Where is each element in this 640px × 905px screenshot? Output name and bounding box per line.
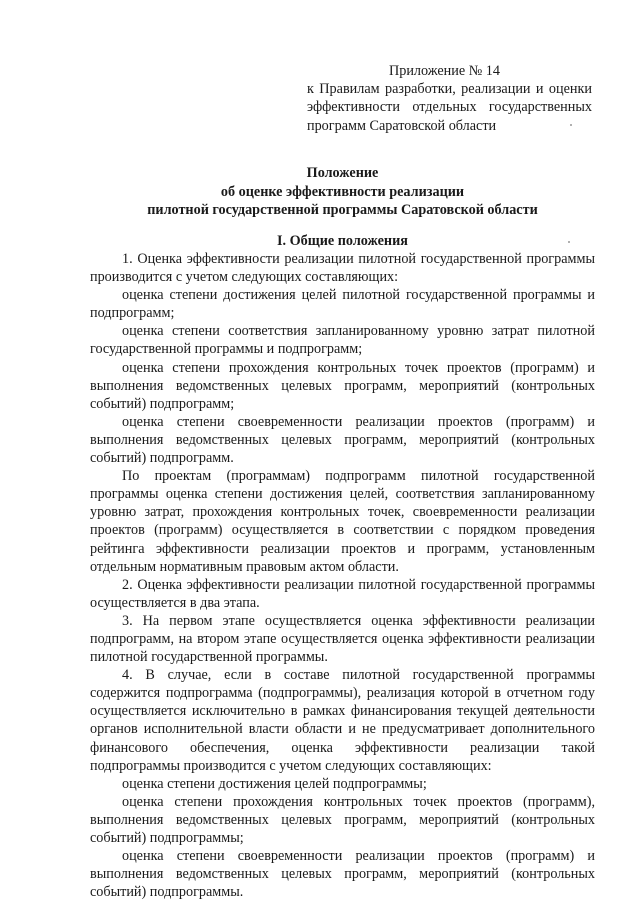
heading-line: пилотной государственной программы Саратовской области [147, 202, 538, 219]
paragraph: 4. В случае, если в составе пилотной государственной программы содержится подпрограмма (подпрограммы), реализация которой в отчетном году осуществляется исключительно в рамках финансирования текущей деятельности органов исполнительной власти области и не предусматривает дополнительного финансового обеспечения, оценка эффективности реализации такой подпрограммы производится с учетом следующих составляющих: [90, 667, 595, 774]
scan-speck [570, 124, 572, 126]
paragraph: оценка степени прохождения контрольных точек проектов (программ) и выполнения ведомственных целевых программ, мероприятий (контрольных событий) подпрограмм; [90, 359, 595, 412]
document-body [90, 250, 595, 901]
appendix-block [307, 62, 592, 135]
paragraph: По проектам (программам) подпрограмм пилотной государственной программы оценка степени достижения целей, соответствия запланированному уровню затрат, прохождения контрольных точек, своевременности реализации проектов (программ) осуществляется в соответствии с порядком проведения рейтинга эффективности реализации проектов и программ, установленным отдельным нормативным правовым актом области. [90, 468, 595, 575]
heading-line: об оценке эффективности реализации [220, 183, 465, 200]
appendix-line: к Правилам разработки, реализации и оценки [307, 81, 592, 98]
paragraph: оценка степени достижения целей подпрограммы; [122, 775, 427, 792]
paragraph: оценка степени прохождения контрольных точек проектов (программ), выполнения ведомственных целевых программ, мероприятий (контрольных событий) подпрограммы; [90, 793, 595, 846]
heading-line: Положение [306, 165, 379, 181]
appendix-title: Приложение № 14 [389, 63, 500, 79]
paragraph: 2. Оценка эффективности реализации пилотной государственной программы осуществляется в два этапа. [90, 576, 595, 611]
paragraph: оценка степени достижения целей пилотной государственной программы и подпрограмм; [90, 287, 595, 322]
paragraph: оценка степени своевременности реализации проектов (программ) и выполнения ведомственных целевых программ, мероприятий (контрольных событий) подпрограммы. [90, 848, 595, 901]
appendix-line: программ Саратовской области [307, 117, 497, 134]
paragraph: оценка степени соответствия запланированному уровню затрат пилотной государственной программы и подпрограмм; [90, 323, 595, 358]
appendix-line: эффективности отдельных государственных [307, 99, 592, 116]
section-title: I. Общие положения [277, 233, 408, 249]
paragraph: оценка степени своевременности реализации проектов (программ) и выполнения ведомственных целевых программ, мероприятий (контрольных событий) подпрограмм. [90, 413, 595, 467]
scan-speck [568, 241, 570, 243]
document-heading [90, 164, 595, 220]
paragraph: 3. На первом этапе осуществляется оценка эффективности реализации подпрограмм, на втором этапе осуществляется оценка эффективности реализации пилотной государственной программы. [90, 612, 595, 666]
paragraph: 1. Оценка эффективности реализации пилотной государственной программы производится с учетом следующих составляющих: [90, 251, 595, 286]
